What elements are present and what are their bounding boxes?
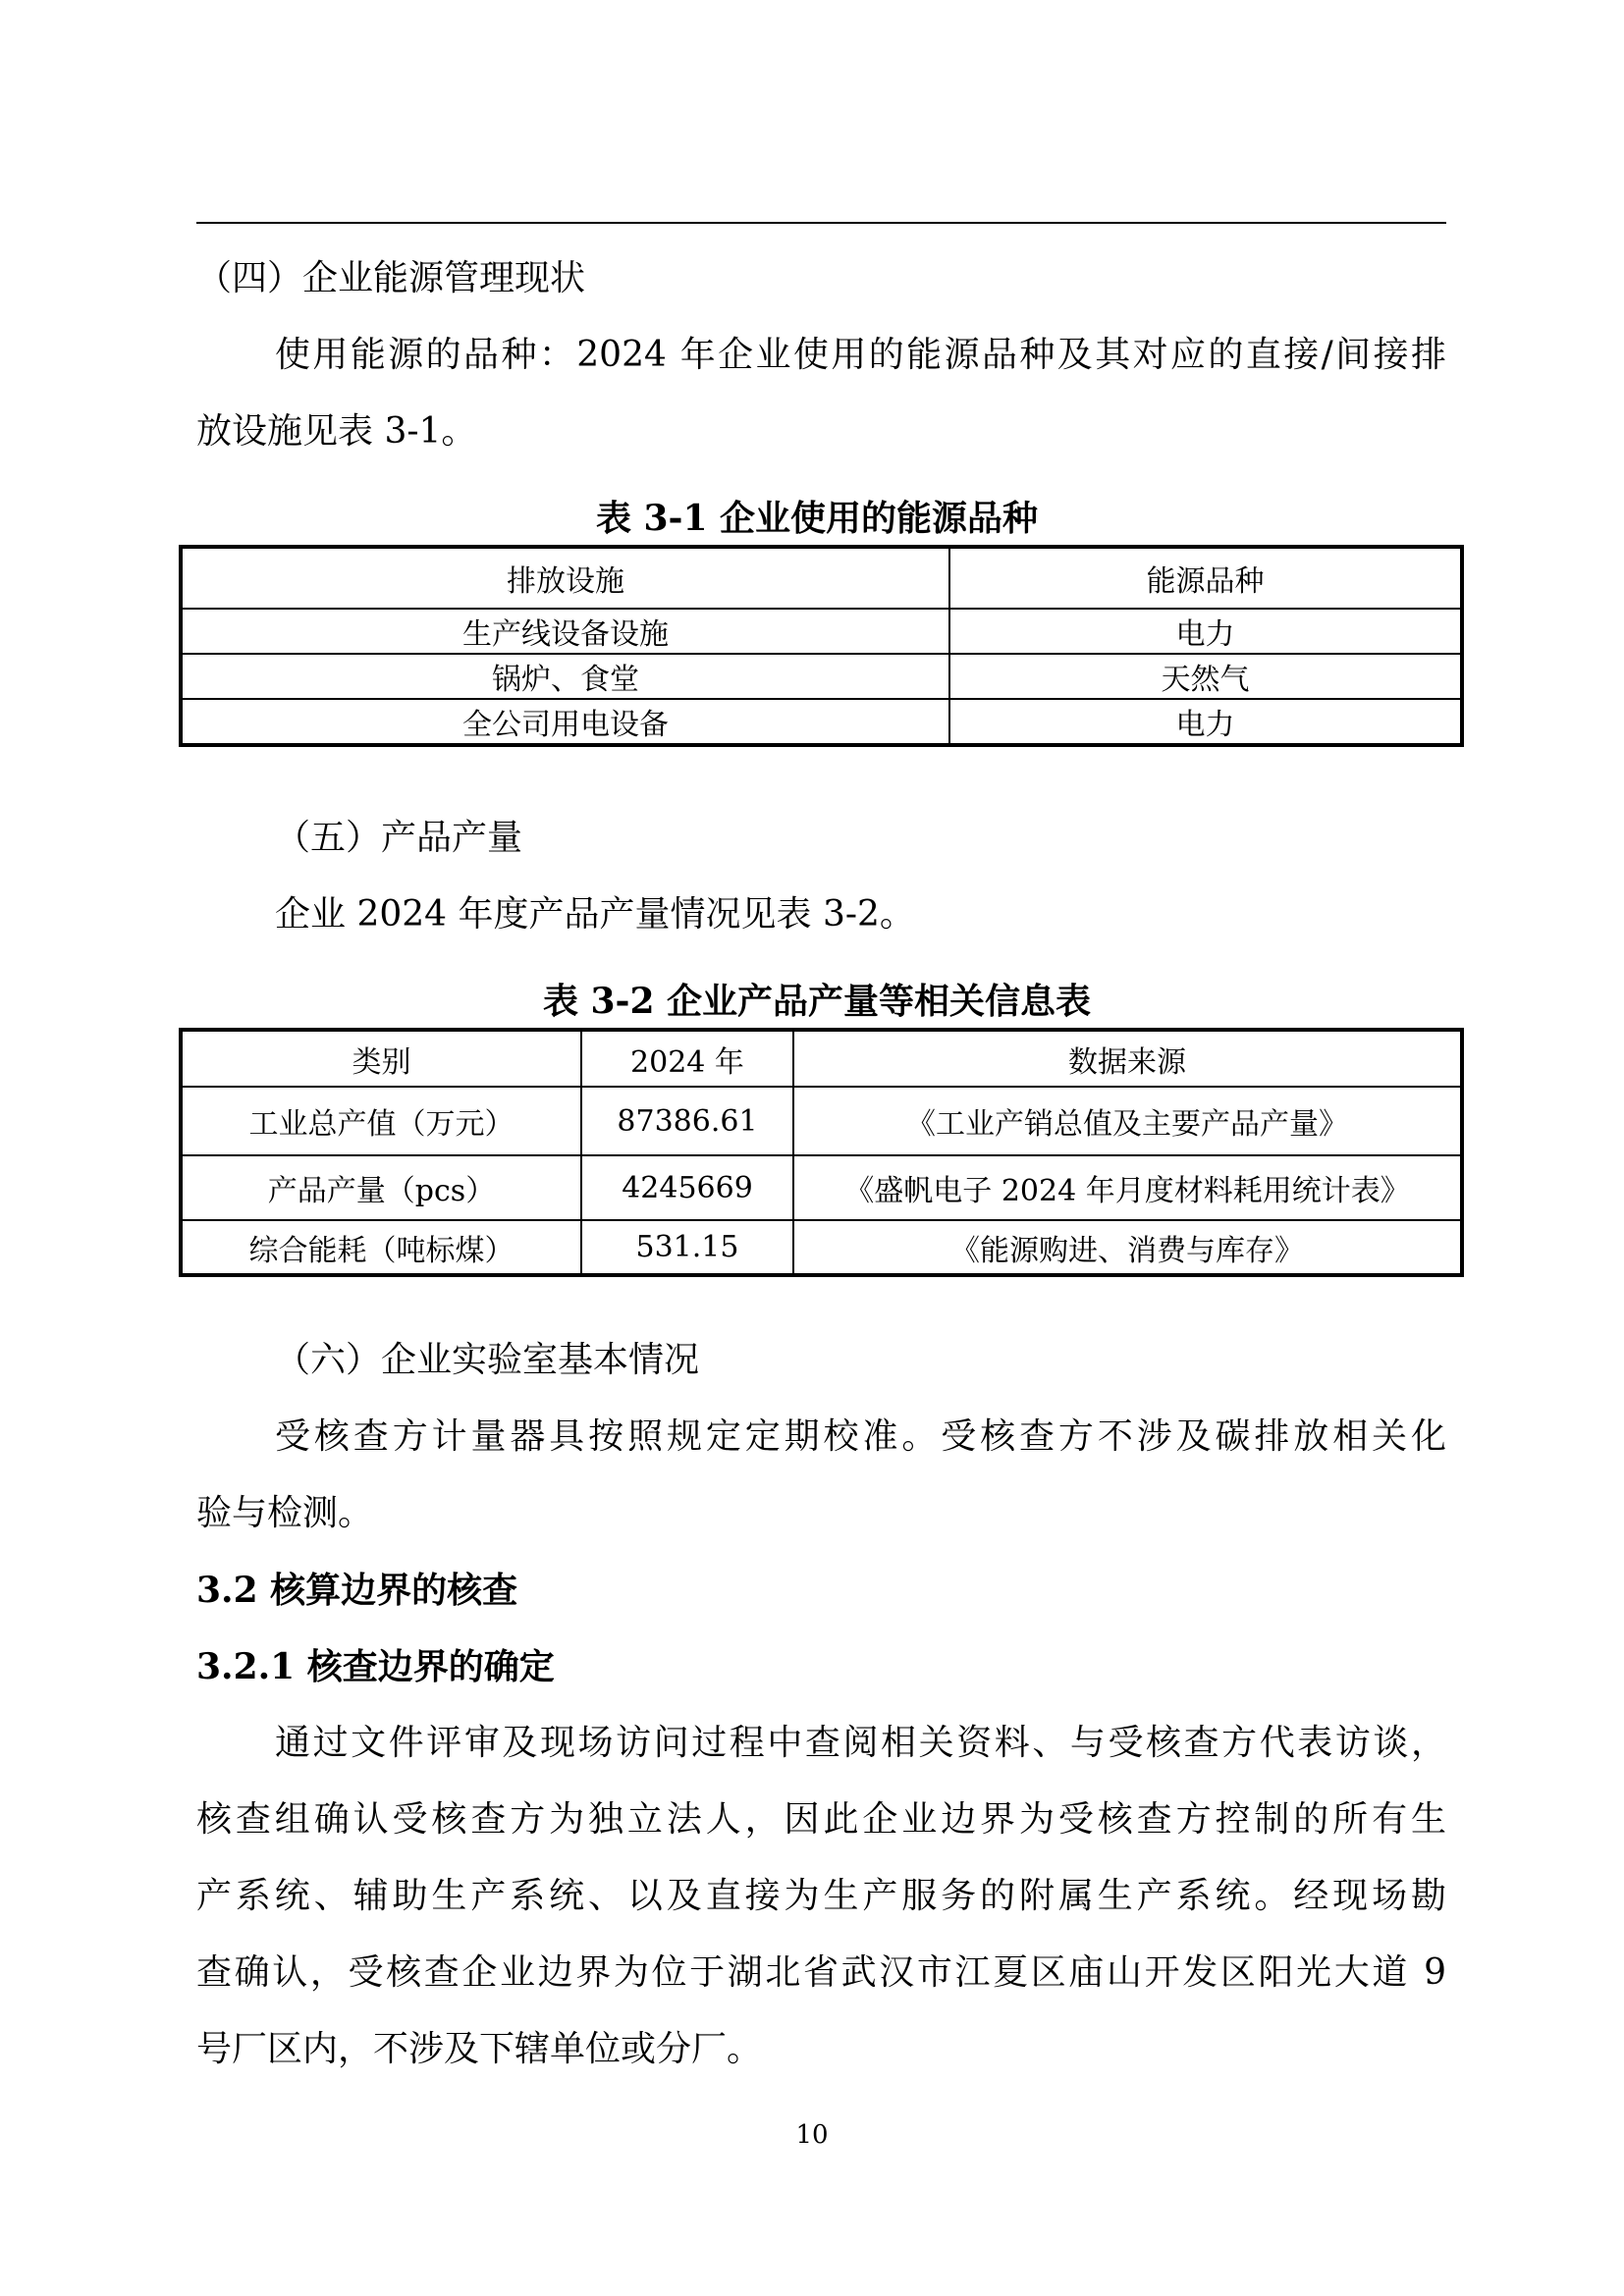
table-cell: 531.15 [581, 1220, 793, 1275]
table-cell: 电力 [949, 699, 1462, 745]
table-row [181, 609, 1462, 654]
heading-3-2: 3.2 核算边界的核查 [196, 1570, 518, 1611]
table-row [181, 699, 1462, 745]
table-header-row [181, 547, 1462, 609]
table-cell: 天然气 [949, 654, 1462, 699]
heading-3-2-1: 3.2.1 核查边界的确定 [196, 1646, 555, 1687]
paragraph-product-output: 企业 2024 年度产品产量情况见表 3-2。 [275, 894, 915, 934]
header-rule [196, 222, 1446, 224]
table-cell: 生产线设备设施 [181, 609, 949, 654]
table-cell: 电力 [949, 609, 1462, 654]
paragraph-energy-types-line2: 放设施见表 3-1。 [196, 411, 477, 452]
product-output-table [179, 1028, 1464, 1277]
table-cell: 4245669 [581, 1155, 793, 1220]
table-cell: 综合能耗（吨标煤） [181, 1220, 581, 1275]
paragraph-boundary-line2: 核查组确认受核查方为独立法人，因此企业边界为受核查方控制的所有生 [196, 1799, 1446, 1840]
table-header-cell: 2024 年 [581, 1030, 793, 1087]
table-header-row [181, 1030, 1462, 1087]
section-title-energy-management: （四）企业能源管理现状 [196, 258, 586, 298]
table-header-cell: 排放设施 [181, 547, 949, 609]
section-title-product-output: （五）产品产量 [275, 818, 523, 858]
table-header-cell: 能源品种 [949, 547, 1462, 609]
table-row [181, 1220, 1462, 1275]
paragraph-boundary-line5: 号厂区内，不涉及下辖单位或分厂。 [196, 2029, 763, 2069]
paragraph-boundary-line4: 查确认，受核查企业边界为位于湖北省武汉市江夏区庙山开发区阳光大道 9 [196, 1952, 1446, 1993]
paragraph-energy-types-line1: 使用能源的品种：2024 年企业使用的能源品种及其对应的直接/间接排 [275, 335, 1446, 375]
paragraph-laboratory-line2: 验与检测。 [196, 1493, 374, 1533]
table-header-cell: 类别 [181, 1030, 581, 1087]
table-row [181, 654, 1462, 699]
table2-caption: 表 3-2 企业产品产量等相关信息表 [542, 981, 1092, 1022]
page-number: 10 [795, 2120, 829, 2150]
section-title-laboratory: （六）企业实验室基本情况 [275, 1340, 700, 1380]
table-header-cell: 数据来源 [793, 1030, 1462, 1087]
table1-caption: 表 3-1 企业使用的能源品种 [595, 498, 1039, 539]
table-cell: 《盛帆电子 2024 年月度材料耗用统计表》 [793, 1155, 1462, 1220]
table-cell: 87386.61 [581, 1087, 793, 1155]
table-cell: 锅炉、食堂 [181, 654, 949, 699]
table-cell: 全公司用电设备 [181, 699, 949, 745]
table-cell: 工业总产值（万元） [181, 1087, 581, 1155]
table-row [181, 1087, 1462, 1155]
table-cell: 产品产量（pcs） [181, 1155, 581, 1220]
paragraph-boundary-line3: 产系统、辅助生产系统、以及直接为生产服务的附属生产系统。经现场勘 [196, 1876, 1446, 1916]
table-row [181, 1155, 1462, 1220]
paragraph-laboratory-line1: 受核查方计量器具按照规定定期校准。受核查方不涉及碳排放相关化 [275, 1416, 1446, 1457]
table-cell: 《能源购进、消费与库存》 [793, 1220, 1462, 1275]
energy-types-table [179, 545, 1464, 747]
paragraph-boundary-line1: 通过文件评审及现场访问过程中查阅相关资料、与受核查方代表访谈， [275, 1723, 1446, 1763]
table-cell: 《工业产销总值及主要产品产量》 [793, 1087, 1462, 1155]
